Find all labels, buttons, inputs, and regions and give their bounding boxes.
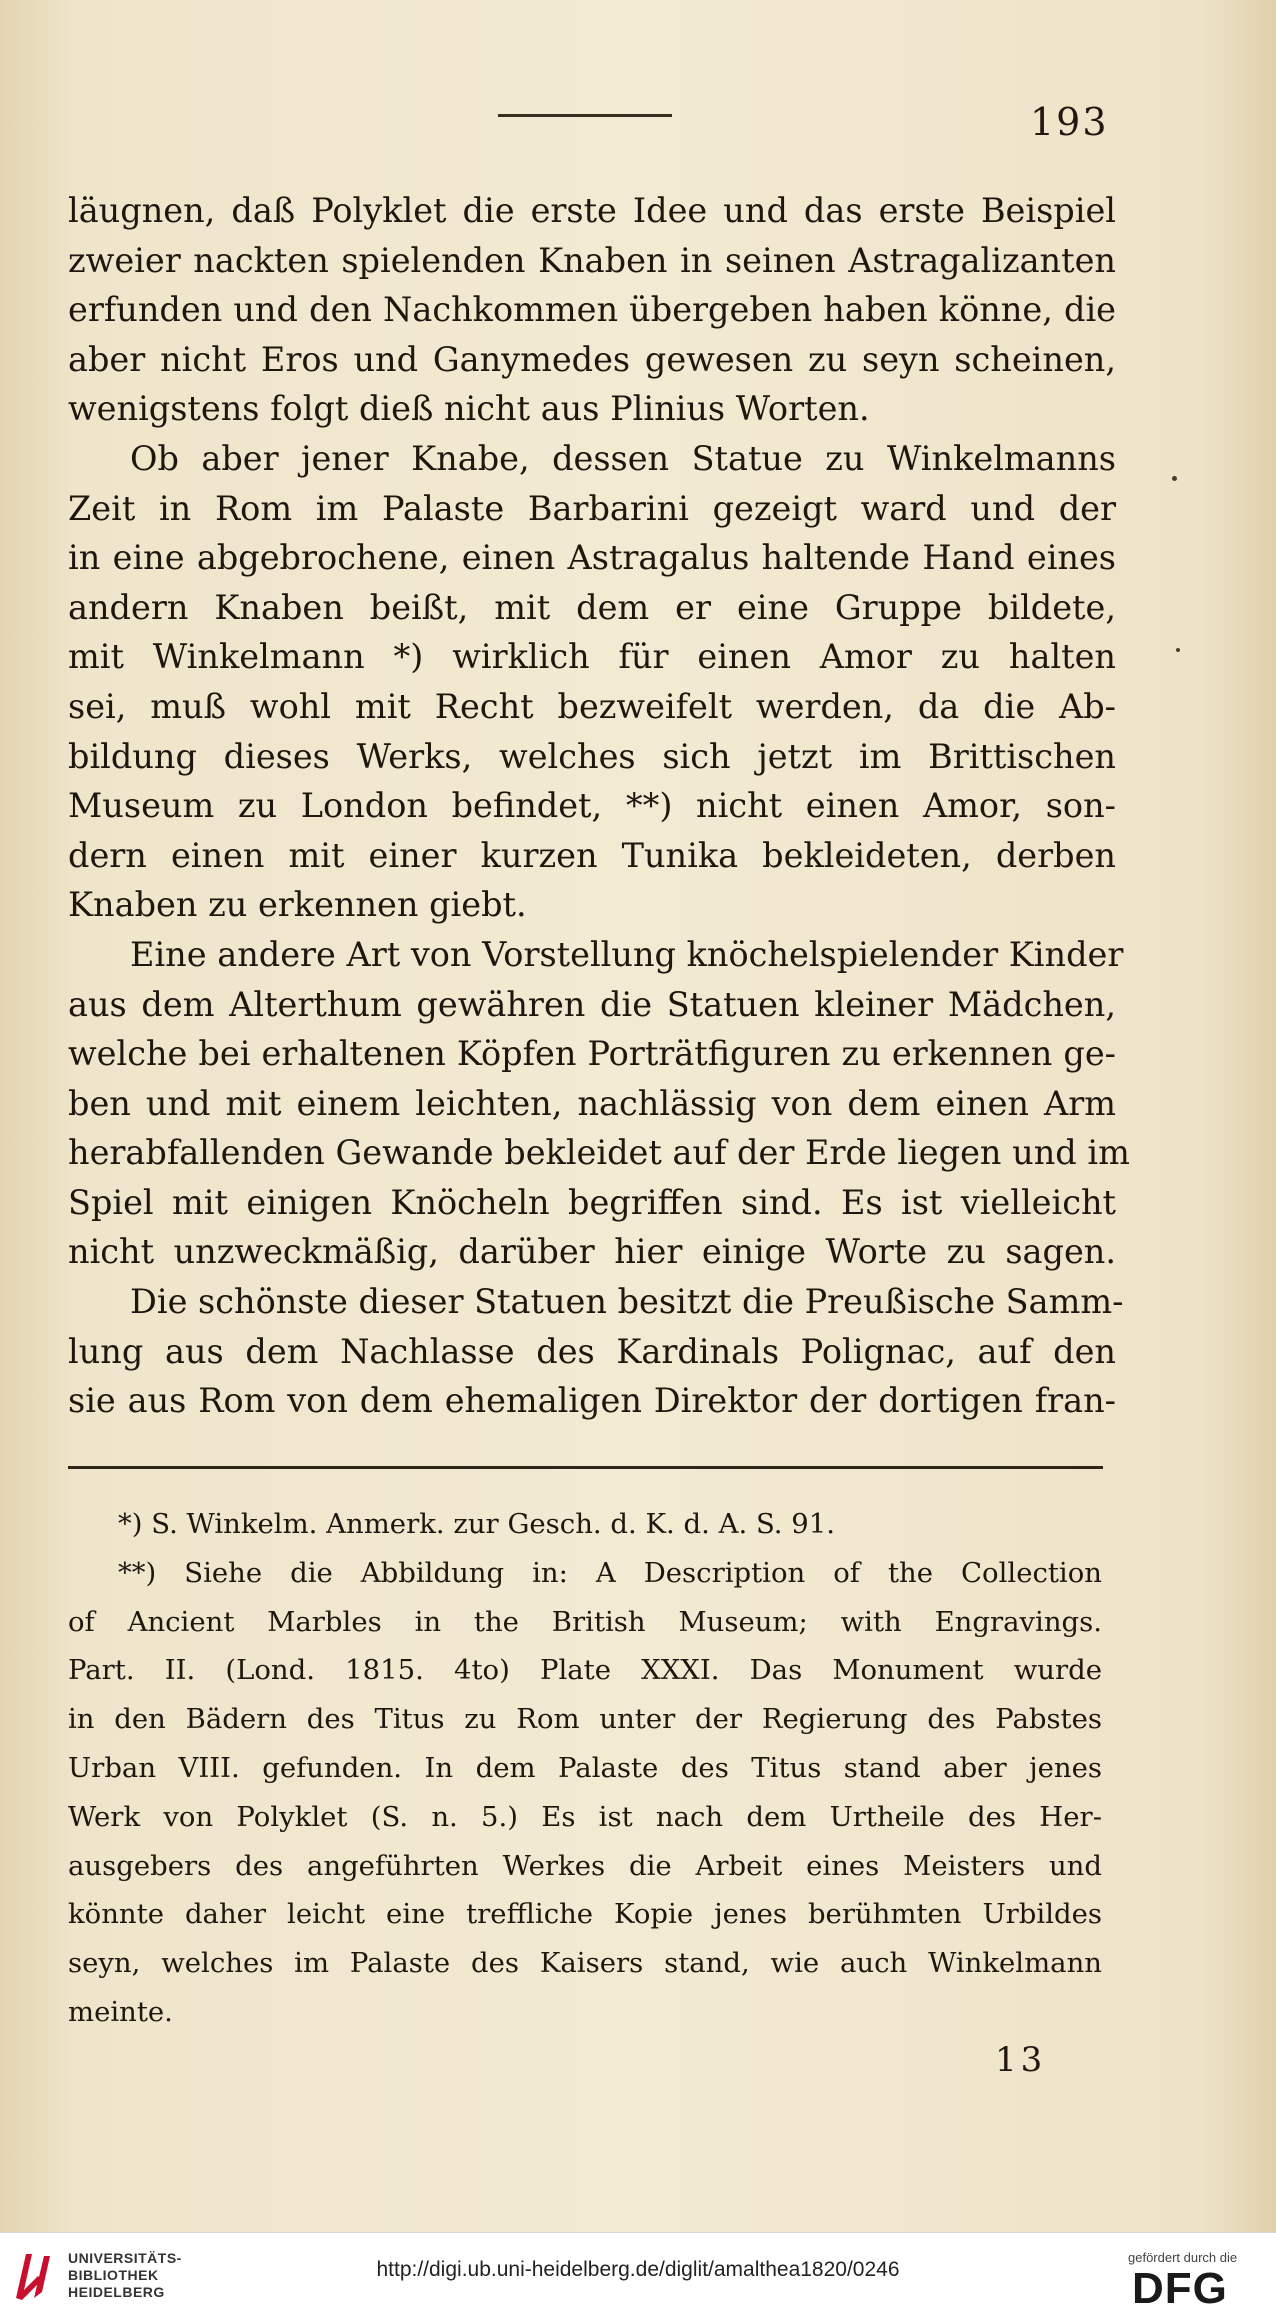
paper-speck xyxy=(1176,648,1180,652)
footnote-line: könnte daher leicht eine treffliche Kopie jenes berühmten Urbildes xyxy=(68,1898,1102,1931)
body-line: aus dem Alterthum gewähren die Statuen kleiner Mädchen, xyxy=(68,984,1116,1024)
body-line: mit Winkelmann *) wirklich für einen Amor zu halten xyxy=(68,637,1116,677)
body-line: andern Knaben beißt, mit dem er eine Gruppe bildete, xyxy=(68,587,1116,627)
signature-mark: 13 xyxy=(995,2040,1047,2080)
body-line: Eine andere Art von Vorstellung knöchelspielender Kinder xyxy=(130,934,1124,974)
body-line: erfunden und den Nachkommen übergeben haben könne, die xyxy=(68,290,1116,330)
footnote-line: **) Siehe die Abbildung in: A Description of the Collection xyxy=(118,1556,1102,1589)
footnote-line: Urban VIII. gefunden. In dem Palaste des Titus stand aber jenes xyxy=(68,1751,1102,1784)
permalink-url[interactable]: http://digi.ub.uni-heidelberg.de/diglit/amalthea1820/0246 xyxy=(376,2258,900,2281)
library-name-line: HEIDELBERG xyxy=(68,2284,165,2300)
body-line: bildung dieses Werks, welches sich jetzt im Brittischen xyxy=(68,736,1116,776)
body-line: sei, muß wohl mit Recht bezweifelt werden, da die Ab- xyxy=(68,686,1116,726)
body-line: in eine abgebrochene, einen Astragalus haltende Hand eines xyxy=(68,538,1116,578)
library-name-line: BIBLIOTHEK xyxy=(68,2267,159,2283)
header-rule xyxy=(498,114,672,117)
paper-speck xyxy=(1172,476,1177,481)
body-line: Zeit in Rom im Palaste Barbarini gezeigt ward und der xyxy=(68,488,1116,528)
body-line: Museum zu London befindet, **) nicht einen Amor, son- xyxy=(68,786,1116,826)
footnote-separator xyxy=(68,1466,1103,1469)
body-line: zweier nackten spielenden Knaben in seinen Astragalizanten xyxy=(68,240,1116,280)
footnotes xyxy=(68,1500,1102,2037)
body-line: läugnen, daß Polyklet die erste Idee und das erste Beispiel xyxy=(68,191,1116,230)
body-line: Die schönste dieser Statuen besitzt die Preußische Samm- xyxy=(130,1282,1124,1322)
footnote-line: ausgebers des angeführten Werkes die Arbeit eines Meisters und xyxy=(68,1849,1102,1882)
footnote-line: Part. II. (Lond. 1815. 4to) Plate XXXI. Das Monument wurde xyxy=(68,1654,1102,1687)
body-line: Spiel mit einigen Knöcheln begriffen sind. Es ist vielleicht xyxy=(68,1182,1116,1222)
body-line: welche bei erhaltenen Köpfen Porträtfiguren zu erkennen ge- xyxy=(68,1034,1116,1074)
body-text xyxy=(68,186,1130,1426)
body-line: aber nicht Eros und Ganymedes gewesen zu seyn scheinen, xyxy=(68,339,1116,379)
footnote-line: *) S. Winkelm. Anmerk. zur Gesch. d. K. d. A. S. 91. xyxy=(118,1508,836,1540)
body-line: sie aus Rom von dem ehemaligen Direktor der dortigen fran- xyxy=(68,1381,1116,1421)
body-line: nicht unzweckmäßig, darüber hier einige Worte zu sagen. xyxy=(68,1232,1116,1272)
body-line: wenigstens folgt dieß nicht aus Plinius Worten. xyxy=(68,389,870,429)
page-number: 193 xyxy=(1030,100,1109,144)
body-line: ben und mit einem leichten, nachlässig von dem einen Arm xyxy=(68,1083,1116,1123)
library-name-line: UNIVERSITÄTS- xyxy=(68,2250,182,2266)
funder-caption: gefördert durch die xyxy=(1128,2250,1238,2265)
footnote-line: meinte. xyxy=(68,1995,173,2028)
footnote-line: in den Bädern des Titus zu Rom unter der Regierung des Pabstes xyxy=(68,1703,1102,1736)
body-line: Ob aber jener Knabe, dessen Statue zu Winkelmanns xyxy=(130,438,1116,478)
body-line: lung aus dem Nachlasse des Kardinals Polignac, auf den xyxy=(68,1331,1116,1371)
body-line: Knaben zu erkennen giebt. xyxy=(68,885,527,925)
footnote-line: Werk von Polyklet (S. n. 5.) Es ist nach dem Urtheile des Her- xyxy=(68,1800,1102,1833)
body-line: herabfallenden Gewande bekleidet auf der Erde liegen und im xyxy=(68,1133,1130,1173)
body-line: dern einen mit einer kurzen Tunika bekleideten, derben xyxy=(68,835,1116,875)
dfg-logo[interactable]: DFG xyxy=(1132,2264,1228,2313)
footnote-line: seyn, welches im Palaste des Kaisers stand, wie auch Winkelmann xyxy=(68,1947,1102,1980)
footnote-line: of Ancient Marbles in the British Museum; with Engravings. xyxy=(68,1605,1102,1638)
